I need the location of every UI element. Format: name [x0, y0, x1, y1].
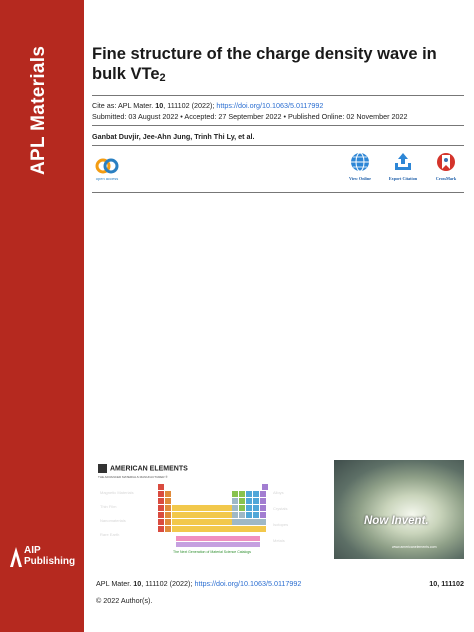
ad-background-text: Alloys: [273, 490, 284, 495]
ad-brand-logo-icon: [98, 464, 107, 473]
crossmark-icon: [436, 152, 456, 172]
export-citation-icon: [393, 152, 413, 172]
footer-cite-prefix: APL Mater.: [96, 579, 134, 588]
article-title-subscript: 2: [159, 72, 166, 84]
view-online-label: View Online: [348, 176, 372, 181]
journal-sidebar: [0, 0, 84, 632]
ad-headline: Now Invent.: [364, 515, 429, 527]
footer-page-number: 10, 111102: [429, 579, 464, 588]
article-title: [92, 44, 464, 88]
ad-image-panel: [334, 460, 464, 559]
ad-catalog-footer: The Next Generation of Material Science Catalogs: [173, 550, 252, 554]
footer-doi-link[interactable]: https://doi.org/10.1063/5.0117992: [194, 579, 302, 588]
ad-background-text: Metals: [273, 538, 285, 543]
ad-background-text: Crystals: [273, 506, 288, 511]
ad-url[interactable]: www.americanelements.com: [392, 545, 437, 549]
aip-mark-icon: [10, 547, 22, 567]
cite-prefix: Cite as: APL Mater.: [92, 101, 156, 110]
publisher-name-line1: AIP: [24, 545, 41, 556]
ad-brand: [98, 464, 188, 473]
ad-tagline: THE ADVANCED MATERIALS MANUFACTURER ®: [98, 475, 168, 479]
divider: [92, 95, 464, 96]
authors[interactable]: Ganbat Duvjir, Jee-Ahn Jung, Trinh Thi Ly, et al.: [92, 132, 255, 141]
journal-name: APL Materials: [28, 45, 49, 175]
crossmark-label: CrossMark: [435, 176, 457, 181]
doi-link[interactable]: https://doi.org/10.1063/5.0117992: [216, 101, 324, 110]
copyright: © 2022 Author(s).: [96, 596, 153, 605]
article-title-text: Fine structure of the charge density wave in bulk VTe: [92, 45, 437, 83]
crossmark-button[interactable]: [426, 152, 466, 181]
export-citation-button[interactable]: [383, 152, 423, 181]
ad-background-text: Rare Earth: [100, 532, 120, 537]
globe-icon: [350, 152, 370, 172]
divider: [92, 192, 464, 193]
cite-suffix: , 111102 (2022);: [163, 101, 217, 110]
divider: [92, 145, 464, 146]
view-online-button[interactable]: [340, 152, 380, 181]
open-access-label: open access: [95, 176, 119, 181]
periodic-table-graphic: [158, 484, 268, 548]
export-citation-label: Export Citation: [388, 176, 418, 181]
citation-line: [92, 101, 323, 110]
ad-background-text: Magnetic Materials: [100, 490, 134, 495]
publication-dates: Submitted: 03 August 2022 • Accepted: 27 September 2022 • Published Online: 02 November 2022: [92, 112, 408, 121]
footer-cite-volume: 10: [133, 579, 142, 588]
footer-cite-suffix: , 111102 (2022);: [141, 579, 195, 588]
ad-brand-text: AMERICAN ELEMENTS: [110, 465, 188, 473]
divider: [92, 125, 464, 126]
footer-citation: [96, 579, 301, 588]
publisher-name-line2: Publishing: [24, 556, 76, 567]
ad-catalog-panel: [98, 460, 334, 559]
ad-background-text: Nanomaterials: [100, 518, 126, 523]
ad-background-text: Isotopes: [273, 522, 289, 527]
advertisement-banner[interactable]: [98, 460, 464, 559]
cite-volume: 10: [155, 101, 164, 110]
article-header: [92, 0, 464, 632]
ad-background-text: Thin Film: [100, 504, 117, 509]
